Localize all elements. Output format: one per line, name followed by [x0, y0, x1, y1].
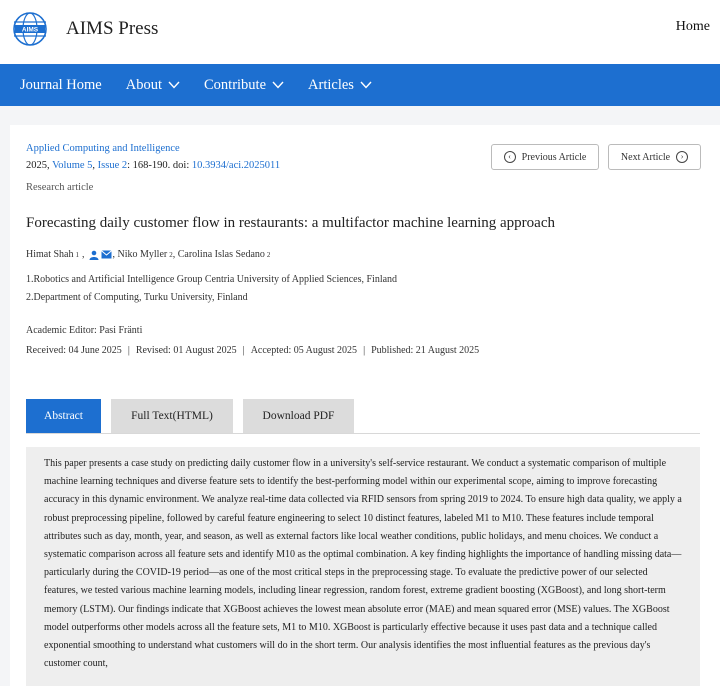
author-affiliation-sup: 2	[169, 250, 173, 259]
nav-contribute[interactable]	[204, 77, 284, 94]
author-affiliation-sup: 2	[266, 250, 271, 259]
revised-date: Revised: 01 August 2025	[135, 345, 237, 356]
author-name[interactable]: Himat Shah	[26, 249, 74, 260]
nav-about[interactable]	[126, 77, 180, 94]
tab-divider	[26, 433, 700, 434]
chevron-right-icon: ›	[676, 151, 688, 163]
citation-pages: : 168-190. doi:	[127, 160, 192, 171]
chevron-down-icon	[360, 81, 372, 89]
aims-logo-icon[interactable]	[12, 11, 48, 47]
previous-article-label: Previous Article	[521, 151, 587, 163]
author-name[interactable]: Niko Myller	[117, 249, 168, 260]
citation-separator: ,	[92, 160, 98, 171]
nav-label: Articles	[308, 76, 354, 93]
tab-full-text-html[interactable]: Full Text(HTML)	[111, 399, 233, 433]
article-tabs	[26, 399, 364, 433]
received-date: Received: 04 June 2025	[26, 345, 122, 356]
article-card	[10, 125, 720, 686]
article-title: Forecasting daily customer flow in restaurants: a multifactor machine learning approach	[26, 215, 555, 231]
nav-articles[interactable]	[308, 77, 372, 94]
previous-article-button[interactable]	[491, 144, 599, 170]
home-link[interactable]: Home	[675, 19, 710, 34]
main-nav	[0, 64, 720, 106]
affiliation-1: 1.Robotics and Artificial Intelligence Group Centria University of Applied Sciences, Finland	[26, 274, 398, 285]
nav-label: Contribute	[204, 76, 267, 93]
affiliation-2: 2.Department of Computing, Turku University, Finland	[26, 292, 248, 303]
doi-link[interactable]: 10.3934/aci.2025011	[191, 160, 281, 171]
author-affiliation-sup: 1	[75, 250, 79, 259]
journal-name-link[interactable]: Applied Computing and Intelligence	[26, 143, 180, 154]
nav-journal-home[interactable]	[20, 77, 102, 94]
citation-line	[26, 160, 280, 171]
citation-year: 2025,	[26, 160, 53, 171]
author-name[interactable]: Carolina Islas Sedano	[177, 249, 265, 260]
next-article-button[interactable]	[608, 144, 701, 170]
nav-label: Journal Home	[20, 76, 102, 93]
published-date: Published: 21 August 2025	[371, 345, 480, 356]
brand-name[interactable]: AIMS Press	[66, 18, 159, 39]
tab-download-pdf[interactable]: Download PDF	[243, 399, 354, 433]
svg-text:AIMS: AIMS	[21, 26, 39, 34]
author-list: Himat Shah 1 , , Niko Myller 2 , Carolina Islas Sedano 2	[26, 249, 271, 260]
academic-editor: Academic Editor: Pasi Fränti	[26, 325, 143, 336]
next-article-label: Next Article	[620, 151, 671, 163]
volume-link[interactable]: Volume 5	[52, 160, 93, 171]
nav-label: About	[125, 76, 162, 93]
chevron-down-icon	[272, 81, 284, 89]
tab-abstract[interactable]: Abstract	[26, 399, 101, 433]
abstract-text: This paper presents a case study on predicting daily customer flow in a university's self-service restaurant. We conduct a systematic comparison of multiple machine learning techniques and diverse feature sets to identify the best-performing model within our experimental scope, aiming to improve forecasting accuracy in this dynamic environment. We analyze real-time data collected via RFID sensors from spring 2019 to 2024. To ensure high data quality, we apply a robust preprocessing pipeline, followed by careful feature engineering to select 10 distinct features, labeled M1 to M10. These features include temporal attributes such as day, month, year, and season, as well as external factors like local weather conditions, public holidays, and menu choices. We conduct a systematic comparison across all feature sets and identify M10 as the optimal combination. A key finding highlights the importance of handling missing data—particularly during the COVID-19 period—as one of the most critical steps in the preprocessing stage. To evaluate the predictive power of our selected features, we tested various machine learning models, including linear regression, random forest, extreme gradient boosting (XGBoost), and long short-term memory (LSTM). Our findings indicate that XGBoost achieves the lowest mean absolute error (MAE) and mean squared error (MSE) values. The XGBoost model outperforms other models across all the feature sets, M1 to M10. XGBoost is particularly effective because it uses past data and a technique called exponential smoothing to understand what customers will do in the short term. Our analysis identifies the most influential features as the previous day's customer count,	[26, 447, 700, 686]
publication-dates: Received: 04 June 2025 | Revised: 01 August 2025 | Accepted: 05 August 2025 | Published: 21 August 2025	[26, 345, 480, 356]
person-icon[interactable]	[89, 250, 99, 260]
top-header	[0, 0, 720, 64]
article-type: Research article	[26, 182, 94, 193]
accepted-date: Accepted: 05 August 2025	[250, 345, 358, 356]
chevron-down-icon	[168, 81, 180, 89]
chevron-left-icon: ‹	[504, 151, 516, 163]
issue-link[interactable]: Issue 2	[97, 160, 128, 171]
email-icon[interactable]	[101, 250, 112, 259]
